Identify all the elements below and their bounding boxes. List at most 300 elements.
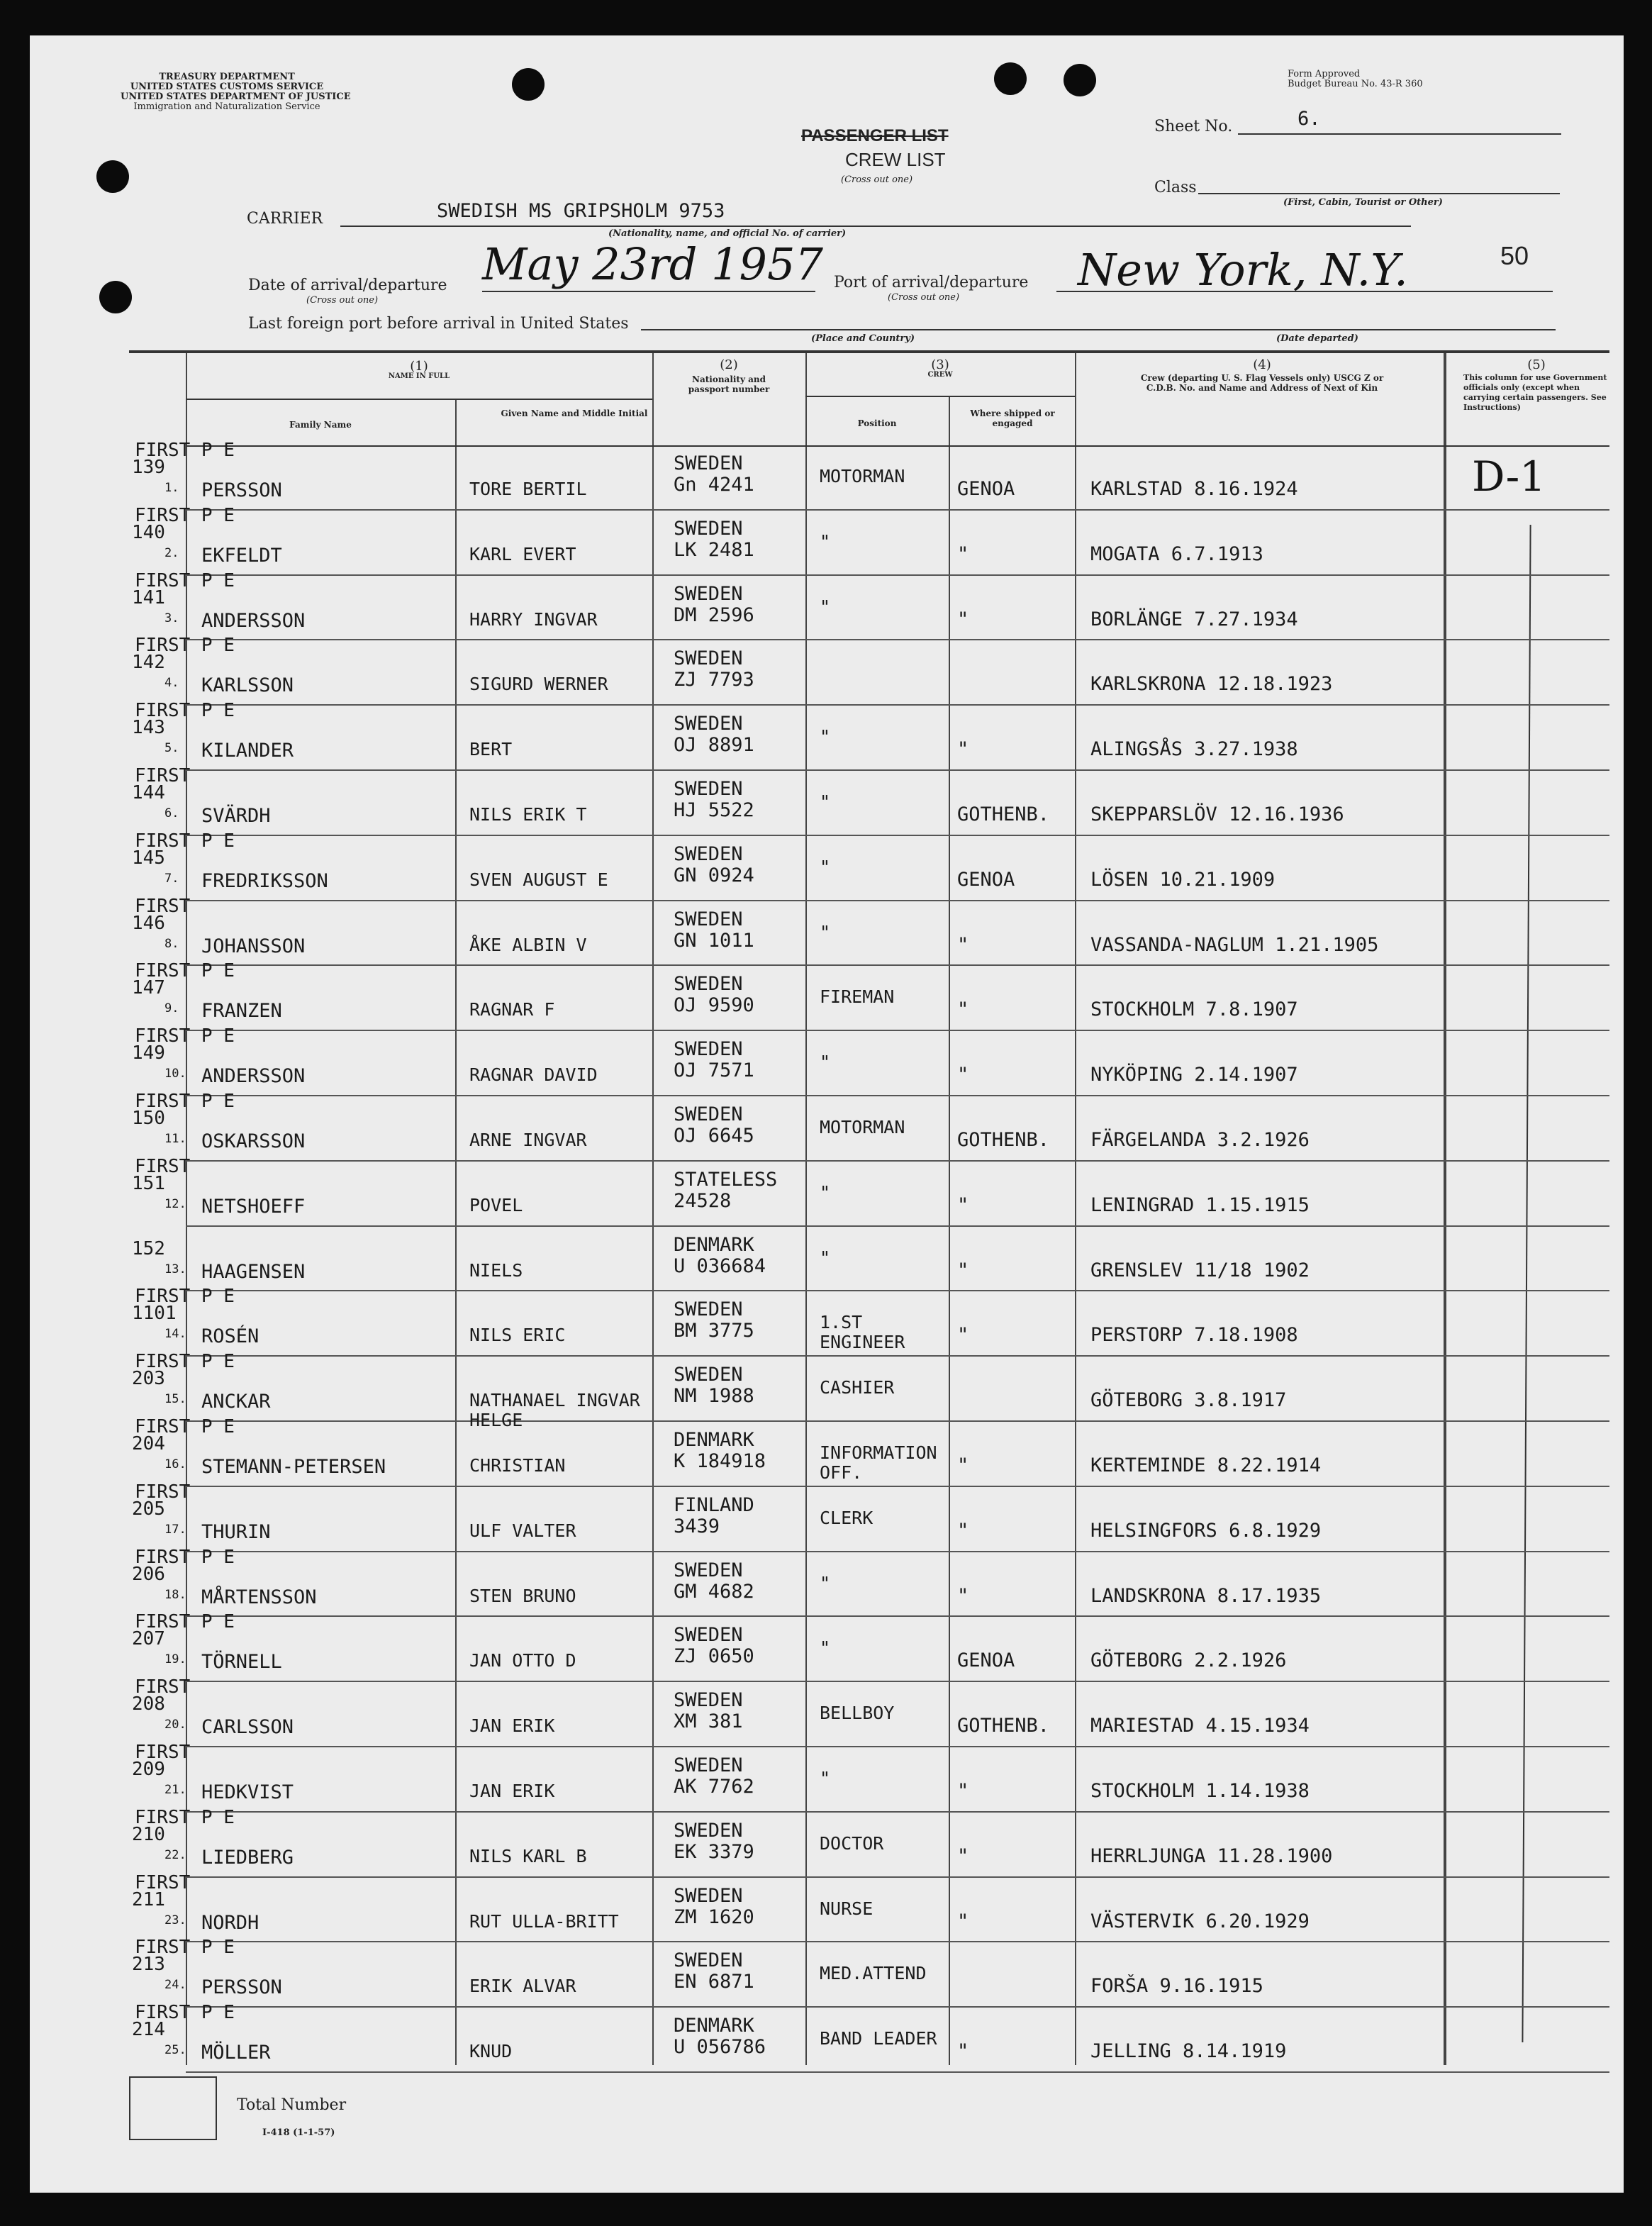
cross-out-note: (Cross out one)	[841, 174, 913, 185]
manifest-number: 151	[132, 1172, 165, 1194]
given-name: KARL EVERT	[469, 543, 576, 564]
passport-number: K 184918	[674, 1450, 766, 1472]
manifest-number: 146	[132, 912, 165, 934]
passport-number: ZJ 7793	[674, 669, 754, 691]
passport-number: DM 2596	[674, 603, 754, 626]
next-of-kin: PERSTORP 7.18.1908	[1090, 1324, 1298, 1347]
where-shipped: "	[957, 1064, 969, 1086]
manifest-number: 149	[132, 1042, 165, 1064]
given-name: ULF VALTER	[469, 1520, 576, 1541]
position: "	[820, 1052, 831, 1073]
given-name: SIGURD WERNER	[469, 674, 608, 695]
family-name: SVÄRDH	[201, 805, 271, 827]
family-name: NORDH	[201, 1911, 259, 1934]
family-name: HEDKVIST	[201, 1781, 294, 1803]
where-shipped: "	[957, 1780, 969, 1802]
family-name: MÅRTENSSON	[201, 1586, 317, 1608]
row-number: 6.	[164, 806, 179, 820]
nationality: SWEDEN	[674, 713, 743, 735]
table-row	[0, 1676, 1652, 1747]
col3-header: (3) CREW	[927, 357, 953, 379]
next-of-kin: KARLSTAD 8.16.1924	[1090, 478, 1298, 500]
manifest-number: 204	[132, 1433, 165, 1454]
given-name: NILS ERIC	[469, 1325, 566, 1346]
form-number: I-418 (1-1-57)	[262, 2127, 335, 2138]
row-number: 25.	[164, 2043, 186, 2058]
nationality: STATELESS	[674, 1168, 778, 1191]
passport-number: GN 0924	[674, 864, 754, 886]
agency-block: TREASURY DEPARTMENT UNITED STATES CUSTOMS SERVICE UNITED STATES DEPARTMENT OF JUSTICE Immigration and Naturalization Service	[121, 72, 351, 112]
annotation: FIRST	[135, 1155, 191, 1177]
nationality: SWEDEN	[674, 1754, 743, 1776]
given-name: HARRY INGVAR	[469, 608, 598, 630]
position: "	[820, 921, 831, 942]
manifest-number: 140	[132, 521, 165, 543]
manifest-number: 150	[132, 1108, 165, 1129]
position: "	[820, 1637, 831, 1659]
annotation: FIRST P E	[135, 1286, 235, 1308]
annotation: FIRST	[135, 1481, 191, 1503]
passport-number: 3439	[674, 1515, 720, 1537]
position: BELLBOY	[820, 1703, 895, 1724]
nationality: SWEDEN	[674, 778, 743, 800]
nationality: SWEDEN	[674, 1689, 743, 1712]
annotation: FIRST P E	[135, 1806, 235, 1828]
nationality: SWEDEN	[674, 1559, 743, 1581]
nationality: SWEDEN	[674, 1884, 743, 1907]
port-note: (Cross out one)	[888, 292, 960, 303]
nationality: SWEDEN	[674, 1103, 743, 1125]
family-name: LIEDBERG	[201, 1846, 294, 1869]
family-name: STEMANN-PETERSEN	[201, 1456, 386, 1478]
where-shipped: "	[957, 1519, 969, 1542]
annotation: FIRST P E	[135, 1937, 235, 1959]
column5-mark: D-1	[1472, 452, 1546, 501]
passport-number: ZJ 0650	[674, 1645, 754, 1668]
family-name: ANDERSSON	[201, 609, 306, 632]
family-name: KILANDER	[201, 740, 294, 762]
annotation: FIRST P E	[135, 1611, 235, 1633]
carrier-value: SWEDISH MS GRIPSHOLM 9753	[437, 200, 725, 222]
where-shipped: "	[957, 1193, 969, 1216]
table-row	[0, 1416, 1652, 1487]
family-name: FREDRIKSSON	[201, 869, 328, 892]
where-shipped: "	[957, 1324, 969, 1347]
family-name: MÖLLER	[201, 2042, 271, 2064]
passport-number: BM 3775	[674, 1320, 754, 1342]
row-number: 9.	[164, 1001, 179, 1016]
annotation: FIRST P E	[135, 1091, 235, 1112]
row-number: 19.	[164, 1652, 186, 1667]
carrier-label: CARRIER	[247, 210, 323, 228]
next-of-kin: HELSINGFORS 6.8.1929	[1090, 1519, 1322, 1542]
where-shipped: "	[957, 738, 969, 761]
given-name: ERIK ALVAR	[469, 1976, 576, 1997]
punch-hole	[96, 160, 129, 193]
table-row	[0, 1091, 1652, 1162]
passport-number: Gn 4241	[674, 474, 754, 496]
nationality: SWEDEN	[674, 452, 743, 474]
annotation: FIRST	[135, 765, 191, 786]
annotation: FIRST P E	[135, 569, 235, 591]
table-row	[0, 960, 1652, 1031]
row-number: 20.	[164, 1718, 186, 1732]
annotation: FIRST P E	[135, 635, 235, 657]
row-number: 11.	[164, 1132, 186, 1146]
where-shipped: GENOA	[957, 868, 1015, 891]
annotation: FIRST P E	[135, 1025, 235, 1047]
class-label: Class	[1154, 179, 1197, 196]
where-shipped: "	[957, 933, 969, 956]
manifest-number: 211	[132, 1888, 165, 1910]
manifest-number: 144	[132, 782, 165, 803]
position: "	[820, 1247, 831, 1268]
given-name: STEN BRUNO	[469, 1585, 576, 1606]
passport-number: OJ 9590	[674, 994, 754, 1017]
passport-number: ZM 1620	[674, 1905, 754, 1928]
table-row	[0, 1227, 1652, 1292]
table-row	[0, 1871, 1652, 1943]
table-row	[0, 2002, 1652, 2073]
row-number: 2.	[164, 545, 179, 560]
given-name: NATHANAEL INGVAR HELGE	[469, 1390, 640, 1431]
position: "	[820, 1181, 831, 1203]
position: "	[820, 596, 831, 617]
given-name: ARNE INGVAR	[469, 1130, 587, 1150]
family-name: PERSSON	[201, 1976, 282, 1999]
position: MOTORMAN	[820, 466, 905, 486]
nationality: SWEDEN	[674, 908, 743, 930]
position: CASHIER	[820, 1377, 895, 1398]
passport-number: GN 1011	[674, 929, 754, 952]
nationality: SWEDEN	[674, 1298, 743, 1321]
manifest-number: 205	[132, 1498, 165, 1520]
nationality: DENMARK	[674, 1233, 754, 1256]
position: "	[820, 530, 831, 552]
col2-header: (2) Nationality and passport number	[688, 357, 770, 394]
passport-number: EN 6871	[674, 1971, 754, 1993]
position: MOTORMAN	[820, 1117, 905, 1137]
table-row	[0, 1286, 1652, 1357]
next-of-kin: JELLING 8.14.1919	[1090, 2040, 1287, 2063]
position: DOCTOR	[820, 1832, 884, 1854]
sheet-label: Sheet No.	[1154, 118, 1233, 135]
sheet-value: 6.	[1297, 108, 1321, 130]
col5-header: (5) This column for use Government officials only (except when carrying certain passengers. See Instructions)	[1463, 357, 1607, 412]
annotation: FIRST P E	[135, 504, 235, 526]
next-of-kin: KERTEMINDE 8.22.1914	[1090, 1454, 1322, 1476]
class-note: (First, Cabin, Tourist or Other)	[1283, 197, 1443, 208]
table-row	[0, 1937, 1652, 2008]
manifest-number: 139	[132, 457, 165, 478]
next-of-kin: LANDSKRONA 8.17.1935	[1090, 1584, 1322, 1607]
next-of-kin: HERRLJUNGA 11.28.1900	[1090, 1844, 1333, 1867]
position: NURSE	[820, 1898, 874, 1919]
next-of-kin: FÄRGELANDA 3.2.1926	[1090, 1129, 1310, 1151]
manifest-number: 143	[132, 717, 165, 739]
row-number: 12.	[164, 1196, 186, 1211]
next-of-kin: GÖTEBORG 2.2.1926	[1090, 1649, 1287, 1672]
annotation: FIRST P E	[135, 1416, 235, 1437]
next-of-kin: NYKÖPING 2.14.1907	[1090, 1064, 1298, 1086]
family-name: EKFELDT	[201, 544, 282, 567]
nationality: SWEDEN	[674, 1038, 743, 1061]
family-name: ANDERSSON	[201, 1065, 306, 1088]
nationality: FINLAND	[674, 1493, 754, 1516]
annotation: FIRST	[135, 895, 191, 917]
given-name: SVEN AUGUST E	[469, 869, 608, 890]
nationality: SWEDEN	[674, 1819, 743, 1842]
position: "	[820, 1572, 831, 1593]
next-of-kin: KARLSKRONA 12.18.1923	[1090, 673, 1333, 696]
family-name: FRANZEN	[201, 1000, 282, 1023]
table-row	[0, 1481, 1652, 1552]
nationality: SWEDEN	[674, 1364, 743, 1386]
row-number: 18.	[164, 1587, 186, 1602]
annotation: FIRST P E	[135, 830, 235, 852]
table-row	[0, 1025, 1652, 1096]
family-name: ROSÉN	[201, 1325, 259, 1348]
col1a-header: Family Name	[289, 420, 352, 430]
punch-hole	[1064, 64, 1096, 96]
row-number: 17.	[164, 1522, 186, 1537]
where-shipped: "	[957, 1454, 969, 1476]
position: BAND LEADER	[820, 2028, 937, 2049]
annotation: FIRST P E	[135, 2002, 235, 2024]
nationality: DENMARK	[674, 1429, 754, 1451]
manifest-number: 203	[132, 1368, 165, 1390]
table-row	[0, 1351, 1652, 1431]
date-note: (Cross out one)	[306, 295, 379, 306]
manifest-number: 141	[132, 586, 165, 608]
manifest-number: 213	[132, 1954, 165, 1976]
family-name: KARLSSON	[201, 674, 294, 697]
where-shipped: "	[957, 1910, 969, 1932]
row-number: 7.	[164, 871, 179, 886]
page-number: 50	[1500, 241, 1529, 270]
row-number: 24.	[164, 1978, 186, 1993]
passport-number: NM 1988	[674, 1385, 754, 1408]
passport-number: U 056786	[674, 2036, 766, 2059]
manifest-number: 209	[132, 1759, 165, 1780]
family-name: THURIN	[201, 1520, 271, 1543]
family-name: CARLSSON	[201, 1716, 294, 1739]
given-name: JAN ERIK	[469, 1715, 555, 1737]
row-number: 15.	[164, 1392, 186, 1407]
total-box	[129, 2076, 217, 2140]
row-number: 8.	[164, 936, 179, 951]
passport-number: AK 7762	[674, 1776, 754, 1798]
table-row	[0, 700, 1652, 771]
given-name: NILS ERIK T	[469, 804, 587, 825]
punch-hole	[512, 68, 545, 101]
given-name: RAGNAR F	[469, 999, 555, 1020]
family-name: TÖRNELL	[201, 1651, 282, 1674]
total-label: Total Number	[237, 2096, 347, 2114]
manifest-number: 207	[132, 1628, 165, 1650]
next-of-kin: ALINGSÅS 3.27.1938	[1090, 738, 1298, 761]
family-name: HAAGENSEN	[201, 1260, 306, 1283]
where-shipped: "	[957, 542, 969, 565]
date-label: Date of arrival/departure	[248, 277, 447, 294]
nationality: SWEDEN	[674, 973, 743, 996]
given-name: ÅKE ALBIN V	[469, 934, 587, 955]
table-row	[0, 635, 1652, 706]
where-shipped: "	[957, 2040, 969, 2063]
arrival-date: May 23rd 1957	[482, 238, 823, 290]
form-approved: Form Approved Budget Bureau No. 43-R 360	[1288, 69, 1423, 89]
table-row	[0, 1611, 1652, 1682]
position: "	[820, 726, 831, 747]
nationality: SWEDEN	[674, 1624, 743, 1647]
given-name: NIELS	[469, 1259, 523, 1281]
nationality: SWEDEN	[674, 1949, 743, 1972]
next-of-kin: STOCKHOLM 7.8.1907	[1090, 998, 1298, 1021]
row-number: 3.	[164, 611, 179, 625]
table-row	[0, 440, 1652, 511]
position: MED.ATTEND	[820, 1963, 927, 1984]
manifest-number: 152	[132, 1237, 165, 1259]
given-name: NILS KARL B	[469, 1845, 587, 1866]
next-of-kin: STOCKHOLM 1.14.1938	[1090, 1780, 1310, 1802]
next-of-kin: BORLÄNGE 7.27.1934	[1090, 608, 1298, 630]
next-of-kin: GRENSLEV 11/18 1902	[1090, 1259, 1310, 1281]
annotation: FIRST P E	[135, 700, 235, 722]
annotation: FIRST P E	[135, 960, 235, 982]
row-number: 21.	[164, 1783, 186, 1797]
nationality: SWEDEN	[674, 842, 743, 865]
given-name: BERT	[469, 739, 513, 760]
next-of-kin: MOGATA 6.7.1913	[1090, 542, 1263, 565]
position: CLERK	[820, 1507, 874, 1528]
next-of-kin: FORŠA 9.16.1915	[1090, 1975, 1263, 1998]
passport-number: OJ 6645	[674, 1125, 754, 1147]
given-name: JAN OTTO D	[469, 1650, 576, 1671]
passport-number: 24528	[674, 1189, 732, 1212]
row-number: 14.	[164, 1327, 186, 1342]
annotation: FIRST	[135, 1871, 191, 1893]
where-shipped: GOTHENB.	[957, 1129, 1050, 1151]
row-number: 22.	[164, 1847, 186, 1862]
manifest-number: 1101	[132, 1303, 177, 1325]
given-name: JAN ERIK	[469, 1781, 555, 1801]
given-name: RUT ULLA-BRITT	[469, 1910, 619, 1932]
annotation: FIRST P E	[135, 1351, 235, 1373]
next-of-kin: SKEPPARSLÖV 12.16.1936	[1090, 803, 1344, 825]
passport-number: OJ 7571	[674, 1059, 754, 1082]
carrier-note: (Nationality, name, and official No. of carrier)	[608, 228, 847, 239]
col4-header: (4) Crew (departing U. S. Flag Vessels only) USCG Z or C.D.B. No. and Name and Address of Next of Kin	[1140, 357, 1384, 393]
family-name: NETSHOEFF	[201, 1195, 306, 1218]
annotation: FIRST	[135, 1676, 191, 1698]
passport-number: LK 2481	[674, 538, 754, 561]
last-port-label: Last foreign port before arrival in United States	[248, 315, 629, 333]
position: 1.ST ENGINEER	[820, 1312, 905, 1353]
arrival-port: New York, N.Y.	[1078, 244, 1408, 296]
table-row	[0, 895, 1652, 967]
family-name: PERSSON	[201, 479, 282, 501]
passport-number: HJ 5522	[674, 799, 754, 821]
row-number: 10.	[164, 1067, 186, 1081]
col1b-header: Given Name and Middle Initial	[501, 408, 648, 418]
given-name: TORE BERTIL	[469, 479, 587, 499]
table-row	[0, 504, 1652, 576]
table-row	[0, 830, 1652, 901]
position: "	[820, 1768, 831, 1788]
manifest-number: 147	[132, 977, 165, 999]
next-of-kin: GÖTEBORG 3.8.1917	[1090, 1389, 1287, 1412]
list-title-struck: PASSENGER LIST	[801, 126, 949, 145]
nationality: SWEDEN	[674, 517, 743, 540]
manifest-number: 214	[132, 2019, 165, 2041]
col3b-header: Where shipped or engaged	[970, 408, 1055, 428]
table-row	[0, 1546, 1652, 1618]
nationality: DENMARK	[674, 2015, 754, 2037]
position: "	[820, 856, 831, 877]
given-name: POVEL	[469, 1194, 523, 1215]
next-of-kin: LENINGRAD 1.15.1915	[1090, 1193, 1310, 1216]
row-number: 13.	[164, 1262, 186, 1276]
date-departed-note: (Date departed)	[1276, 333, 1358, 344]
given-name: CHRISTIAN	[469, 1455, 566, 1476]
where-shipped: "	[957, 1259, 969, 1281]
next-of-kin: VÄSTERVIK 6.20.1929	[1090, 1910, 1310, 1932]
nationality: SWEDEN	[674, 582, 743, 605]
annotation: FIRST P E	[135, 440, 235, 461]
where-shipped: "	[957, 608, 969, 630]
passport-number: EK 3379	[674, 1840, 754, 1863]
next-of-kin: VASSANDA-NAGLUM 1.21.1905	[1090, 933, 1379, 956]
where-shipped: "	[957, 1584, 969, 1607]
punch-hole	[99, 281, 132, 313]
annotation: FIRST	[135, 1742, 191, 1763]
row-number: 1.	[164, 481, 179, 495]
punch-hole	[994, 62, 1027, 95]
annotation: FIRST P E	[135, 1546, 235, 1568]
manifest-number: 142	[132, 652, 165, 674]
family-name: OSKARSSON	[201, 1130, 306, 1152]
position: INFORMATION OFF.	[820, 1442, 937, 1483]
passport-number: XM 381	[674, 1710, 743, 1733]
manifest-number: 206	[132, 1563, 165, 1585]
given-name: RAGNAR DAVID	[469, 1064, 598, 1086]
table-row	[0, 765, 1652, 836]
col3a-header: Position	[857, 418, 897, 428]
row-number: 16.	[164, 1457, 186, 1471]
passport-number: U 036684	[674, 1254, 766, 1277]
passport-number: OJ 8891	[674, 734, 754, 757]
next-of-kin: LÖSEN 10.21.1909	[1090, 868, 1276, 891]
manifest-number: 210	[132, 1823, 165, 1845]
where-shipped: GOTHENB.	[957, 803, 1050, 825]
manifest-number: 208	[132, 1693, 165, 1715]
table-row	[0, 1742, 1652, 1813]
family-name: JOHANSSON	[201, 935, 306, 957]
nationality: SWEDEN	[674, 647, 743, 670]
where-shipped: GOTHENB.	[957, 1715, 1050, 1737]
position: FIREMAN	[820, 986, 895, 1008]
next-of-kin: MARIESTAD 4.15.1934	[1090, 1715, 1310, 1737]
table-row	[0, 1155, 1652, 1227]
where-shipped: GENOA	[957, 1649, 1015, 1672]
port-label: Port of arrival/departure	[834, 274, 1029, 291]
row-number: 5.	[164, 741, 179, 756]
table-row	[0, 1806, 1652, 1878]
row-number: 4.	[164, 676, 179, 691]
where-shipped: GENOA	[957, 478, 1015, 500]
given-name: KNUD	[469, 2041, 513, 2062]
list-title: CREW LIST	[845, 149, 946, 170]
